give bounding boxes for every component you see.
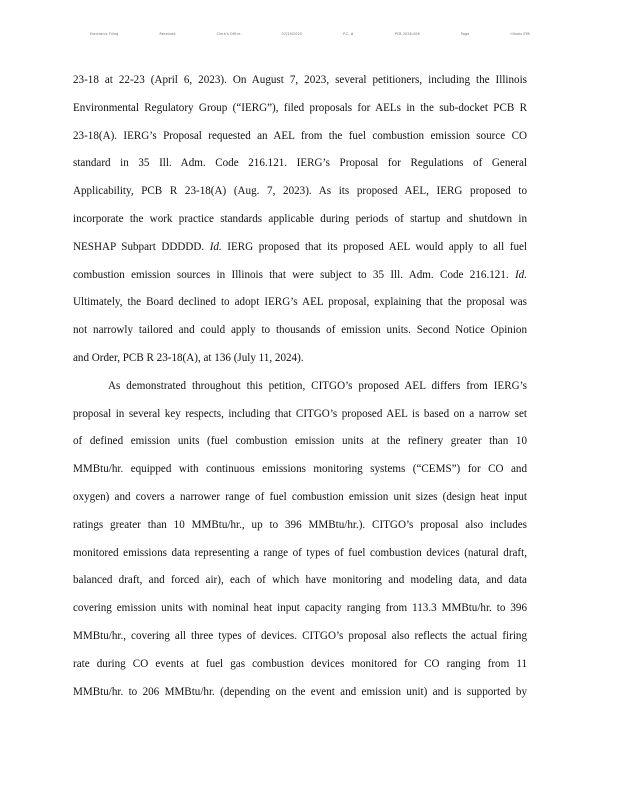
- text-line: As demonstrated throughout this petition, CITGO’s proposed AEL differs from IERG’s: [108, 379, 527, 392]
- header-fragment: Clerk's Office: [216, 32, 241, 36]
- header-fragment: Received: [159, 32, 176, 36]
- citation-id: Id.: [514, 268, 527, 281]
- text-line: Applicability, PCB R 23-18(A) (Aug. 7, 2023). As its proposed AEL, IERG proposed to: [73, 185, 527, 198]
- citation-id: Id.: [209, 240, 222, 253]
- header-fragment: Illinois EPA: [510, 32, 530, 36]
- text-line: standard in 35 Ill. Adm. Code 216.121. IERG’s Proposal for Regulations of General: [73, 157, 527, 170]
- text-line: Environmental Regulatory Group (“IERG”), filed proposals for AELs in the sub-docket PCB R: [73, 101, 527, 114]
- header-fragment: PCB 2026-006: [394, 32, 420, 36]
- text-line: ratings greater than 10 MMBtu/hr., up to 396 MMBtu/hr.). CITGO’s proposal also includes: [73, 518, 527, 531]
- text-line: MMBtu/hr. to 206 MMBtu/hr. (depending on the event and emission unit) and is supported by: [73, 685, 527, 698]
- text-line: MMBtu/hr., covering all three types of devices. CITGO’s proposal also reflects the actual firing: [73, 629, 527, 642]
- text-line: oxygen) and covers a narrower range of fuel combustion emission unit sizes (design heat input: [73, 490, 527, 503]
- filing-stamp-header: [90, 30, 530, 38]
- header-fragment: Electronic Filing: [90, 32, 119, 36]
- text-line: Ultimately, the Board declined to adopt IERG’s AEL proposal, explaining that the proposal was: [73, 296, 527, 309]
- text-line: NESHAP Subpart DDDDD. Id. IERG proposed that its proposed AEL would apply to all fuel: [73, 240, 527, 253]
- header-fragment: Page: [460, 32, 470, 36]
- text-line: of defined emission units (fuel combustion emission units at the refinery greater than 10: [73, 435, 527, 448]
- text-line: covering emission units with nominal heat input capacity ranging from 113.3 MMBtu/hr. to 396: [73, 602, 527, 615]
- text-line: monitored emissions data representing a range of types of fuel combustion devices (natural draft,: [73, 546, 527, 559]
- text-line: and Order, PCB R 23-18(A), at 136 (July 11, 2024).: [73, 351, 304, 364]
- text-line: proposal in several key respects, including that CITGO’s proposed AEL is based on a narrow set: [73, 407, 527, 420]
- text-line: 23-18(A). IERG’s Proposal requested an AEL from the fuel combustion emission source CO: [73, 129, 527, 142]
- text-line: rate during CO events at fuel gas combustion devices monitored for CO ranging from 11: [73, 657, 527, 670]
- text-line: combustion emission sources in Illinois that were subject to 35 Ill. Adm. Code 216.121. Id.: [73, 268, 527, 281]
- header-fragment: 07/29/2025: [281, 32, 303, 36]
- header-fragment: P.C. #: [343, 32, 354, 36]
- text-line: MMBtu/hr. equipped with continuous emissions monitoring systems (“CEMS”) for CO and: [73, 463, 527, 476]
- text-line: not narrowly tailored and could apply to thousands of emission units. Second Notice Opinion: [73, 324, 527, 337]
- body-text: [73, 70, 527, 709]
- text-line: balanced draft, and forced air), each of which have monitoring and modeling data, and data: [73, 574, 527, 587]
- text-line: 23-18 at 22-23 (April 6, 2023). On August 7, 2023, several petitioners, including the Illinois: [73, 74, 527, 86]
- text-line: incorporate the work practice standards applicable during periods of startup and shutdown in: [73, 212, 527, 225]
